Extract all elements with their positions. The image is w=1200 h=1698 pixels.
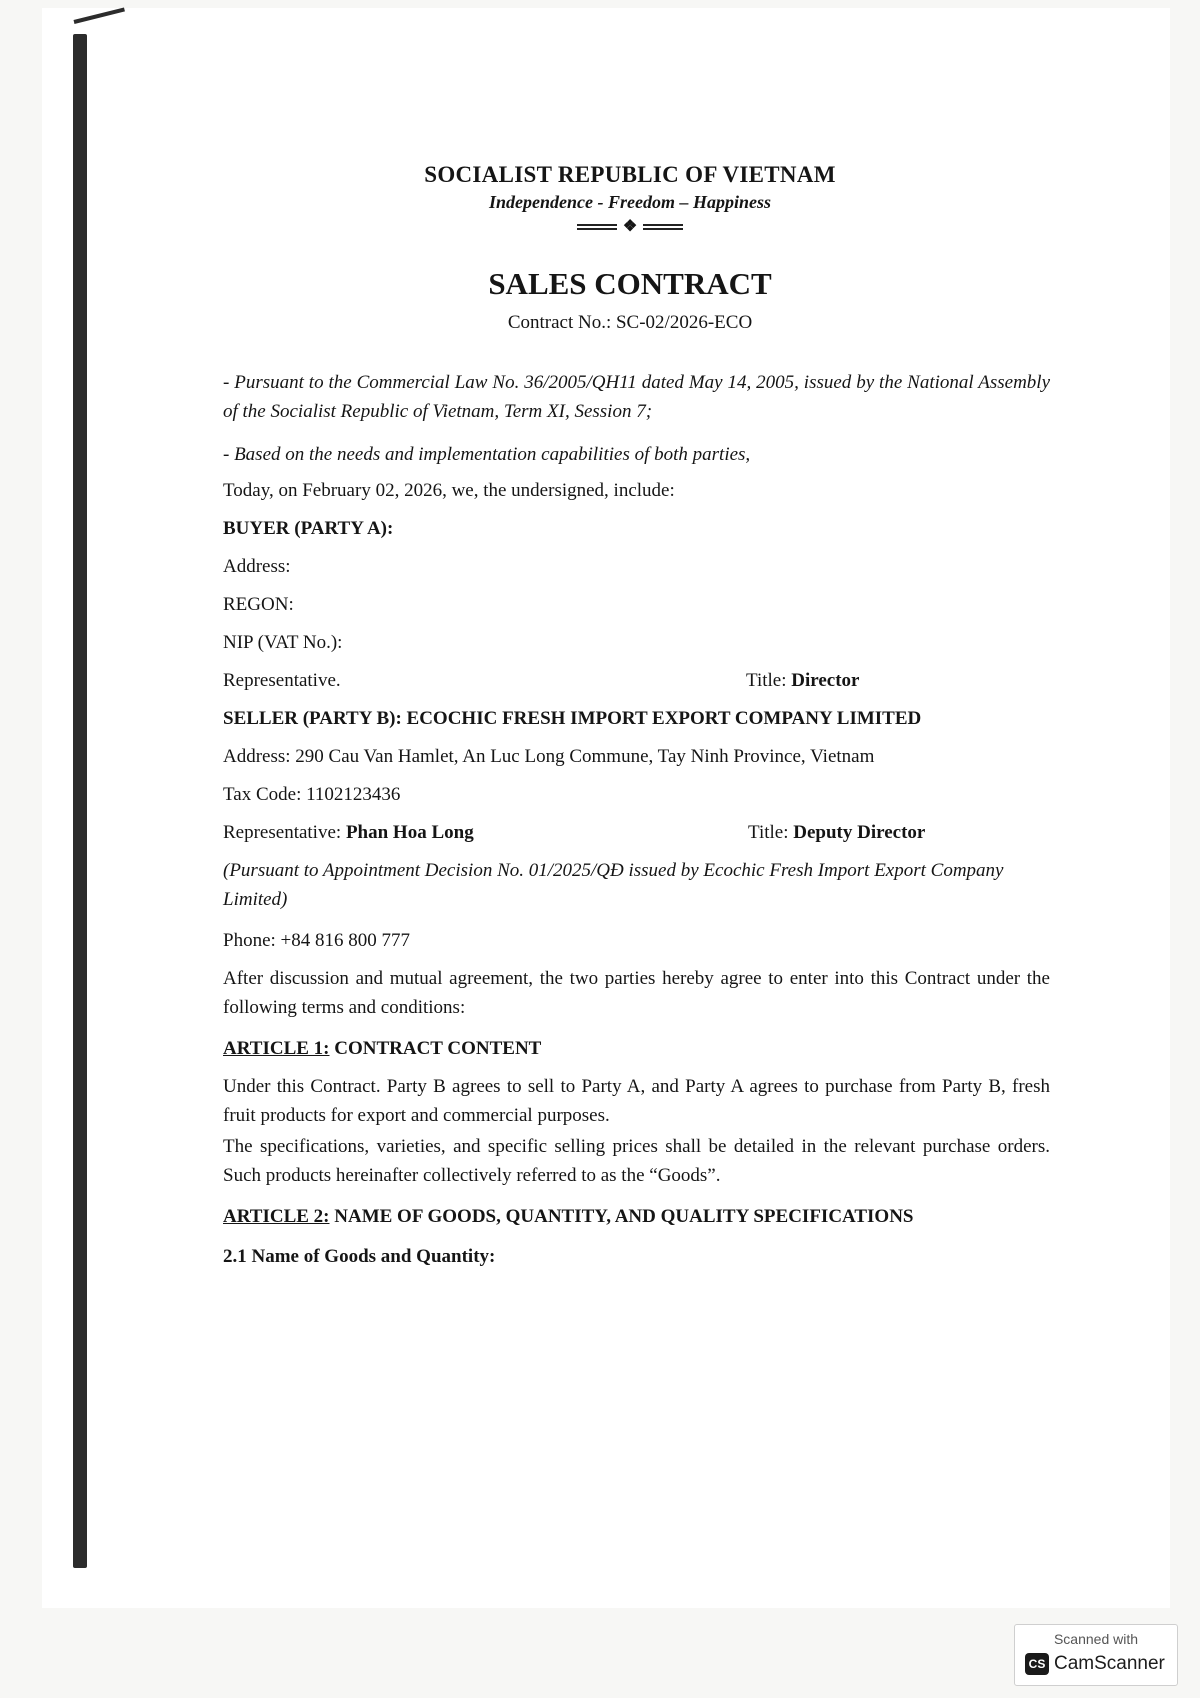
header-ornament [0,216,1200,236]
document-title: SALES CONTRACT [488,266,772,301]
seller-title-value: Deputy Director [793,822,926,843]
ornament-line-right [643,224,683,230]
article-2-heading [223,1202,1050,1231]
country-heading: SOCIALIST REPUBLIC OF VIETNAM [424,162,836,187]
preamble-today: Today, on February 02, 2026, we, the undersigned, include: [223,480,675,501]
article-1-label: ARTICLE 1: [223,1038,330,1059]
agreement-intro: After discussion and mutual agreement, the two parties hereby agree to enter into this Contract under the following terms and conditions: [223,968,1050,1018]
article-1-title: CONTRACT CONTENT [334,1038,542,1059]
camscanner-brand [1025,1653,1165,1675]
buyer-address-label: Address: [223,556,291,577]
camscanner-logo-icon: CS [1025,1653,1049,1675]
article-2-label: ARTICLE 2: [223,1206,330,1227]
binding-strip [73,34,87,1568]
buyer-representative-label: Representative. [223,670,341,691]
buyer-heading: BUYER (PARTY A): [223,518,394,539]
scanned-with-label: Scanned with [1053,1631,1139,1647]
buyer-nip-label: NIP (VAT No.): [223,632,343,653]
seller-representative-row [223,818,1050,847]
article-2-title: NAME OF GOODS, QUANTITY, AND QUALITY SPECIFICATIONS [334,1206,914,1227]
buyer-title [746,666,859,695]
ornament-line-left [577,224,617,230]
seller-representative-label: Representative: [223,822,342,843]
contract-number: Contract No.: SC-02/2026-ECO [507,312,753,333]
buyer-representative-row [223,666,1050,695]
preamble-based-on: - Based on the needs and implementation capabilities of both parties, [223,444,751,465]
camscanner-watermark [1014,1624,1178,1686]
camscanner-brand-name: CamScanner [1054,1653,1165,1674]
article-2-1-heading: 2.1 Name of Goods and Quantity: [223,1246,496,1267]
ornament-diamond-icon: ❖ [622,218,638,235]
seller-appointment-note: (Pursuant to Appointment Decision No. 01/2025/QĐ issued by Ecochic Fresh Import Export Company Limited) [223,860,1004,910]
seller-address: Address: 290 Cau Van Hamlet, An Luc Long Commune, Tay Ninh Province, Vietnam [223,746,875,767]
seller-title [748,818,925,847]
buyer-regon-label: REGON: [223,594,294,615]
seller-representative-name: Phan Hoa Long [345,822,474,843]
seller-tax-code: Tax Code: 1102123436 [223,784,401,805]
article-1-paragraph-1: Under this Contract. Party B agrees to sell to Party A, and Party A agrees to purchase from Party B, fresh fruit products for export and commercial purposes. [223,1076,1050,1126]
preamble-pursuant: - Pursuant to the Commercial Law No. 36/2005/QH11 dated May 14, 2005, issued by the National Assembly of the Socialist Republic of Vietnam, Term XI, Session 7; [223,372,1050,422]
seller-heading: SELLER (PARTY B): ECOCHIC FRESH IMPORT EXPORT COMPANY LIMITED [223,708,922,729]
seller-phone: Phone: +84 816 800 777 [223,930,410,951]
seller-title-label: Title: [748,822,789,843]
buyer-title-label: Title: [746,670,787,691]
article-1-heading [223,1034,1050,1063]
buyer-title-value: Director [791,670,860,691]
article-1-paragraph-2: The specifications, varieties, and specific selling prices shall be detailed in the relevant purchase orders. Such products hereinafter collectively referred to as the “Goods”. [223,1136,1050,1186]
national-motto: Independence - Freedom – Happiness [489,192,771,212]
